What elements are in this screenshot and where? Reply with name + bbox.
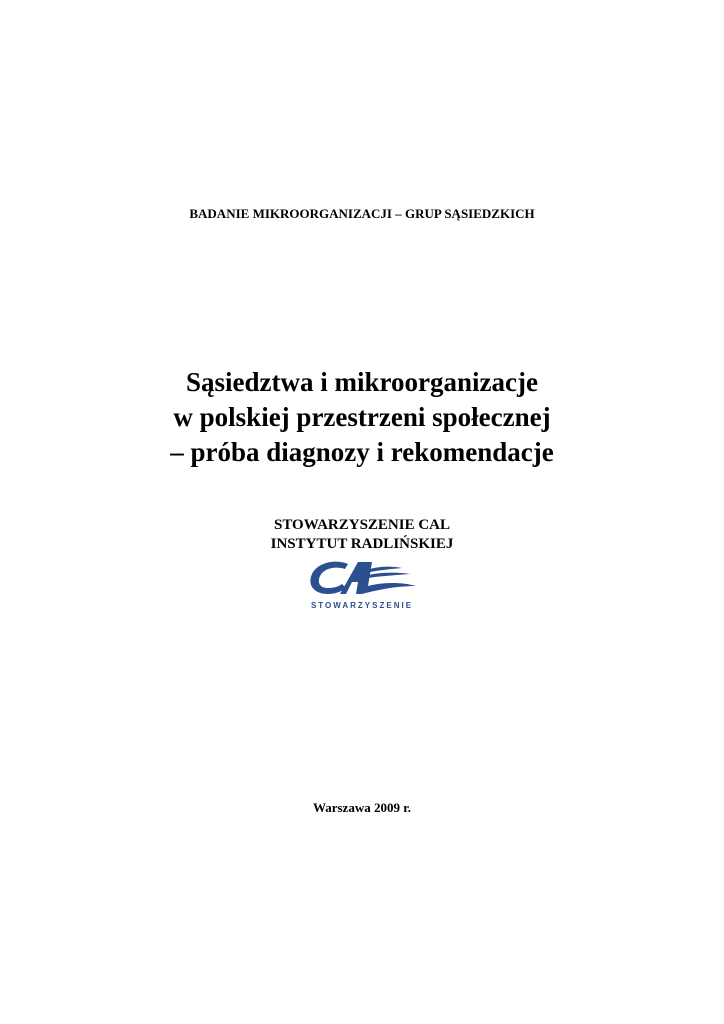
organizations [0,516,724,554]
main-title-line-2: w polskiej przestrzeni społecznej [173,402,551,432]
series-title: BADANIE MIKROORGANIZACJI – GRUP SĄSIEDZKICH [189,206,535,221]
cal-logo-speed-line-2 [370,567,402,572]
cal-logo-wordmark: STOWARZYSZENIE [310,601,414,610]
organization-cal: STOWARZYSZENIE CAL [273,517,451,533]
main-title-line-1: Sąsiedztwa i mikroorganizacje [186,367,538,397]
cal-logo [306,558,418,612]
cal-logo-c-shape [310,562,348,594]
place-date: Warszawa 2009 r. [312,800,412,815]
cal-logo-speed-line-1 [368,573,410,578]
main-title [0,365,724,470]
organization-radlinskiej: INSTYTUT RADLIŃSKIEJ [270,536,454,552]
main-title-line-3: – próba diagnozy i rekomendacje [170,437,554,467]
cal-logo-graphic [306,558,418,612]
